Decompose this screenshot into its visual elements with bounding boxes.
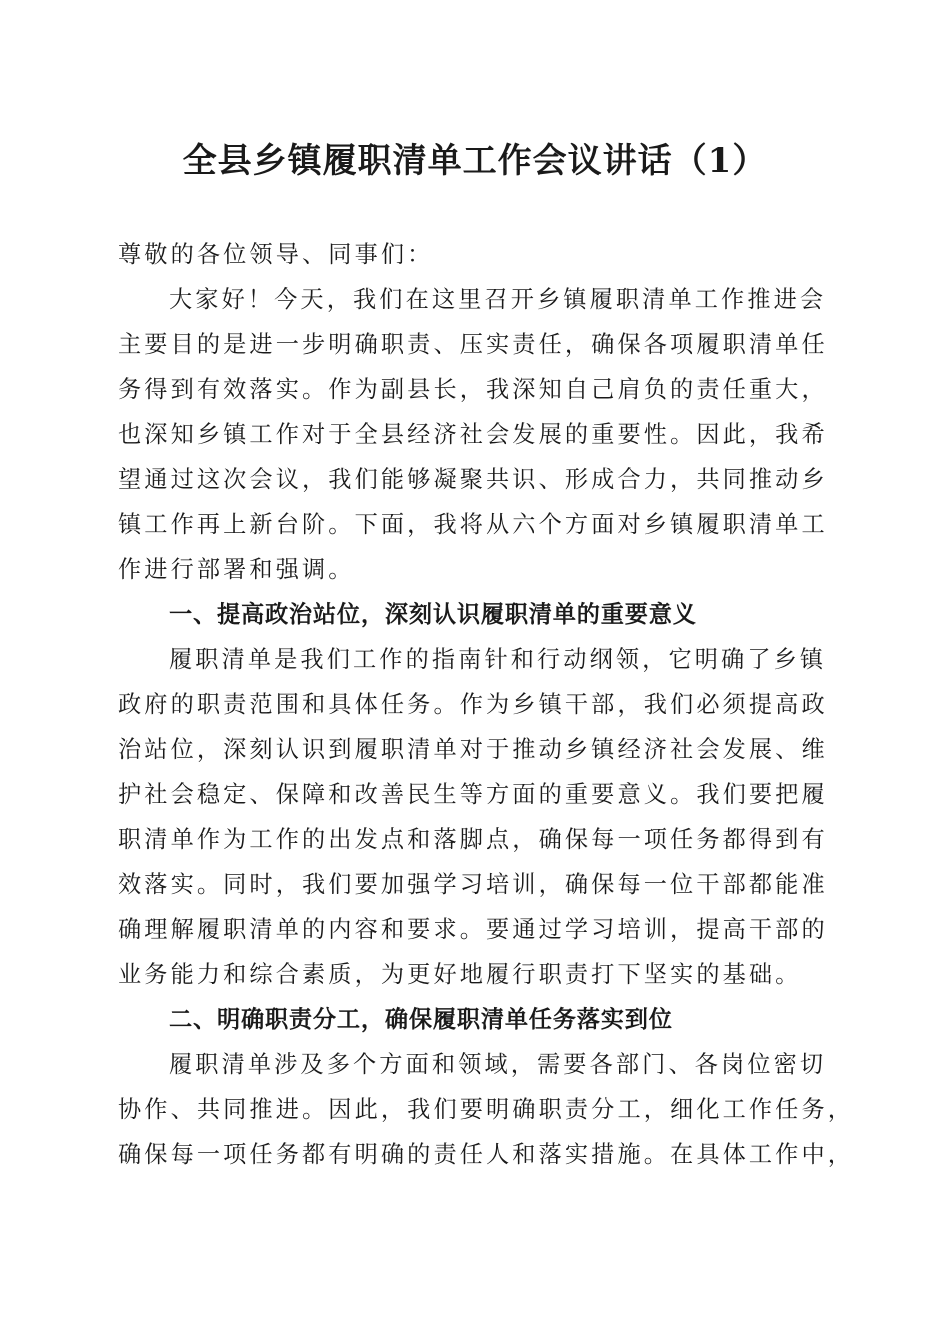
paragraph-intro-line: 也深知乡镇工作对于全县经济社会发展的重要性。因此，我希 <box>118 421 828 448</box>
paragraph-section2-line: 协作、共同推进。因此，我们要明确职责分工，细化工作任务， <box>118 1096 855 1123</box>
paragraph-section1-line: 治站位，深刻认识到履职清单对于推动乡镇经济社会发展、维 <box>118 736 828 763</box>
paragraph-section1-line: 政府的职责范围和具体任务。作为乡镇干部，我们必须提高政 <box>118 691 828 718</box>
paragraph-section1-line: 确理解履职清单的内容和要求。要通过学习培训，提高干部的 <box>118 916 828 943</box>
paragraph-intro-line: 大家好！今天，我们在这里召开乡镇履职清单工作推进会 <box>169 286 827 313</box>
paragraph-intro-line: 镇工作再上新台阶。下面，我将从六个方面对乡镇履职清单工 <box>118 511 828 538</box>
paragraph-section1-line: 护社会稳定、保障和改善民生等方面的重要意义。我们要把履 <box>118 781 828 808</box>
document-title: 全县乡镇履职清单工作会议讲话（1） <box>182 141 768 181</box>
paragraph-section1-line: 业务能力和综合素质，为更好地履行职责打下坚实的基础。 <box>118 961 802 988</box>
paragraph-intro-line: 作进行部署和强调。 <box>118 556 355 583</box>
paragraph-section2-line: 履职清单涉及多个方面和领域，需要各部门、各岗位密切 <box>169 1051 827 1078</box>
paragraph-section2-line: 确保每一项任务都有明确的责任人和落实措施。在具体工作中， <box>118 1141 855 1168</box>
document-body <box>118 232 855 1177</box>
section-heading-2: 二、明确职责分工，确保履职清单任务落实到位 <box>169 1006 673 1033</box>
salutation: 尊敬的各位领导、同事们： <box>118 241 434 268</box>
section-heading-1: 一、提高政治站位，深刻认识履职清单的重要意义 <box>169 601 697 628</box>
paragraph-intro-line: 望通过这次会议，我们能够凝聚共识、形成合力，共同推动乡 <box>118 466 828 493</box>
paragraph-intro-line: 主要目的是进一步明确职责、压实责任，确保各项履职清单任 <box>118 331 828 358</box>
paragraph-section1-line: 职清单作为工作的出发点和落脚点，确保每一项任务都得到有 <box>118 826 828 853</box>
paragraph-section1-line: 效落实。同时，我们要加强学习培训，确保每一位干部都能准 <box>118 871 828 898</box>
paragraph-section1-line: 履职清单是我们工作的指南针和行动纲领，它明确了乡镇 <box>169 646 827 673</box>
paragraph-intro-line: 务得到有效落实。作为副县长，我深知自己肩负的责任重大， <box>118 376 828 403</box>
